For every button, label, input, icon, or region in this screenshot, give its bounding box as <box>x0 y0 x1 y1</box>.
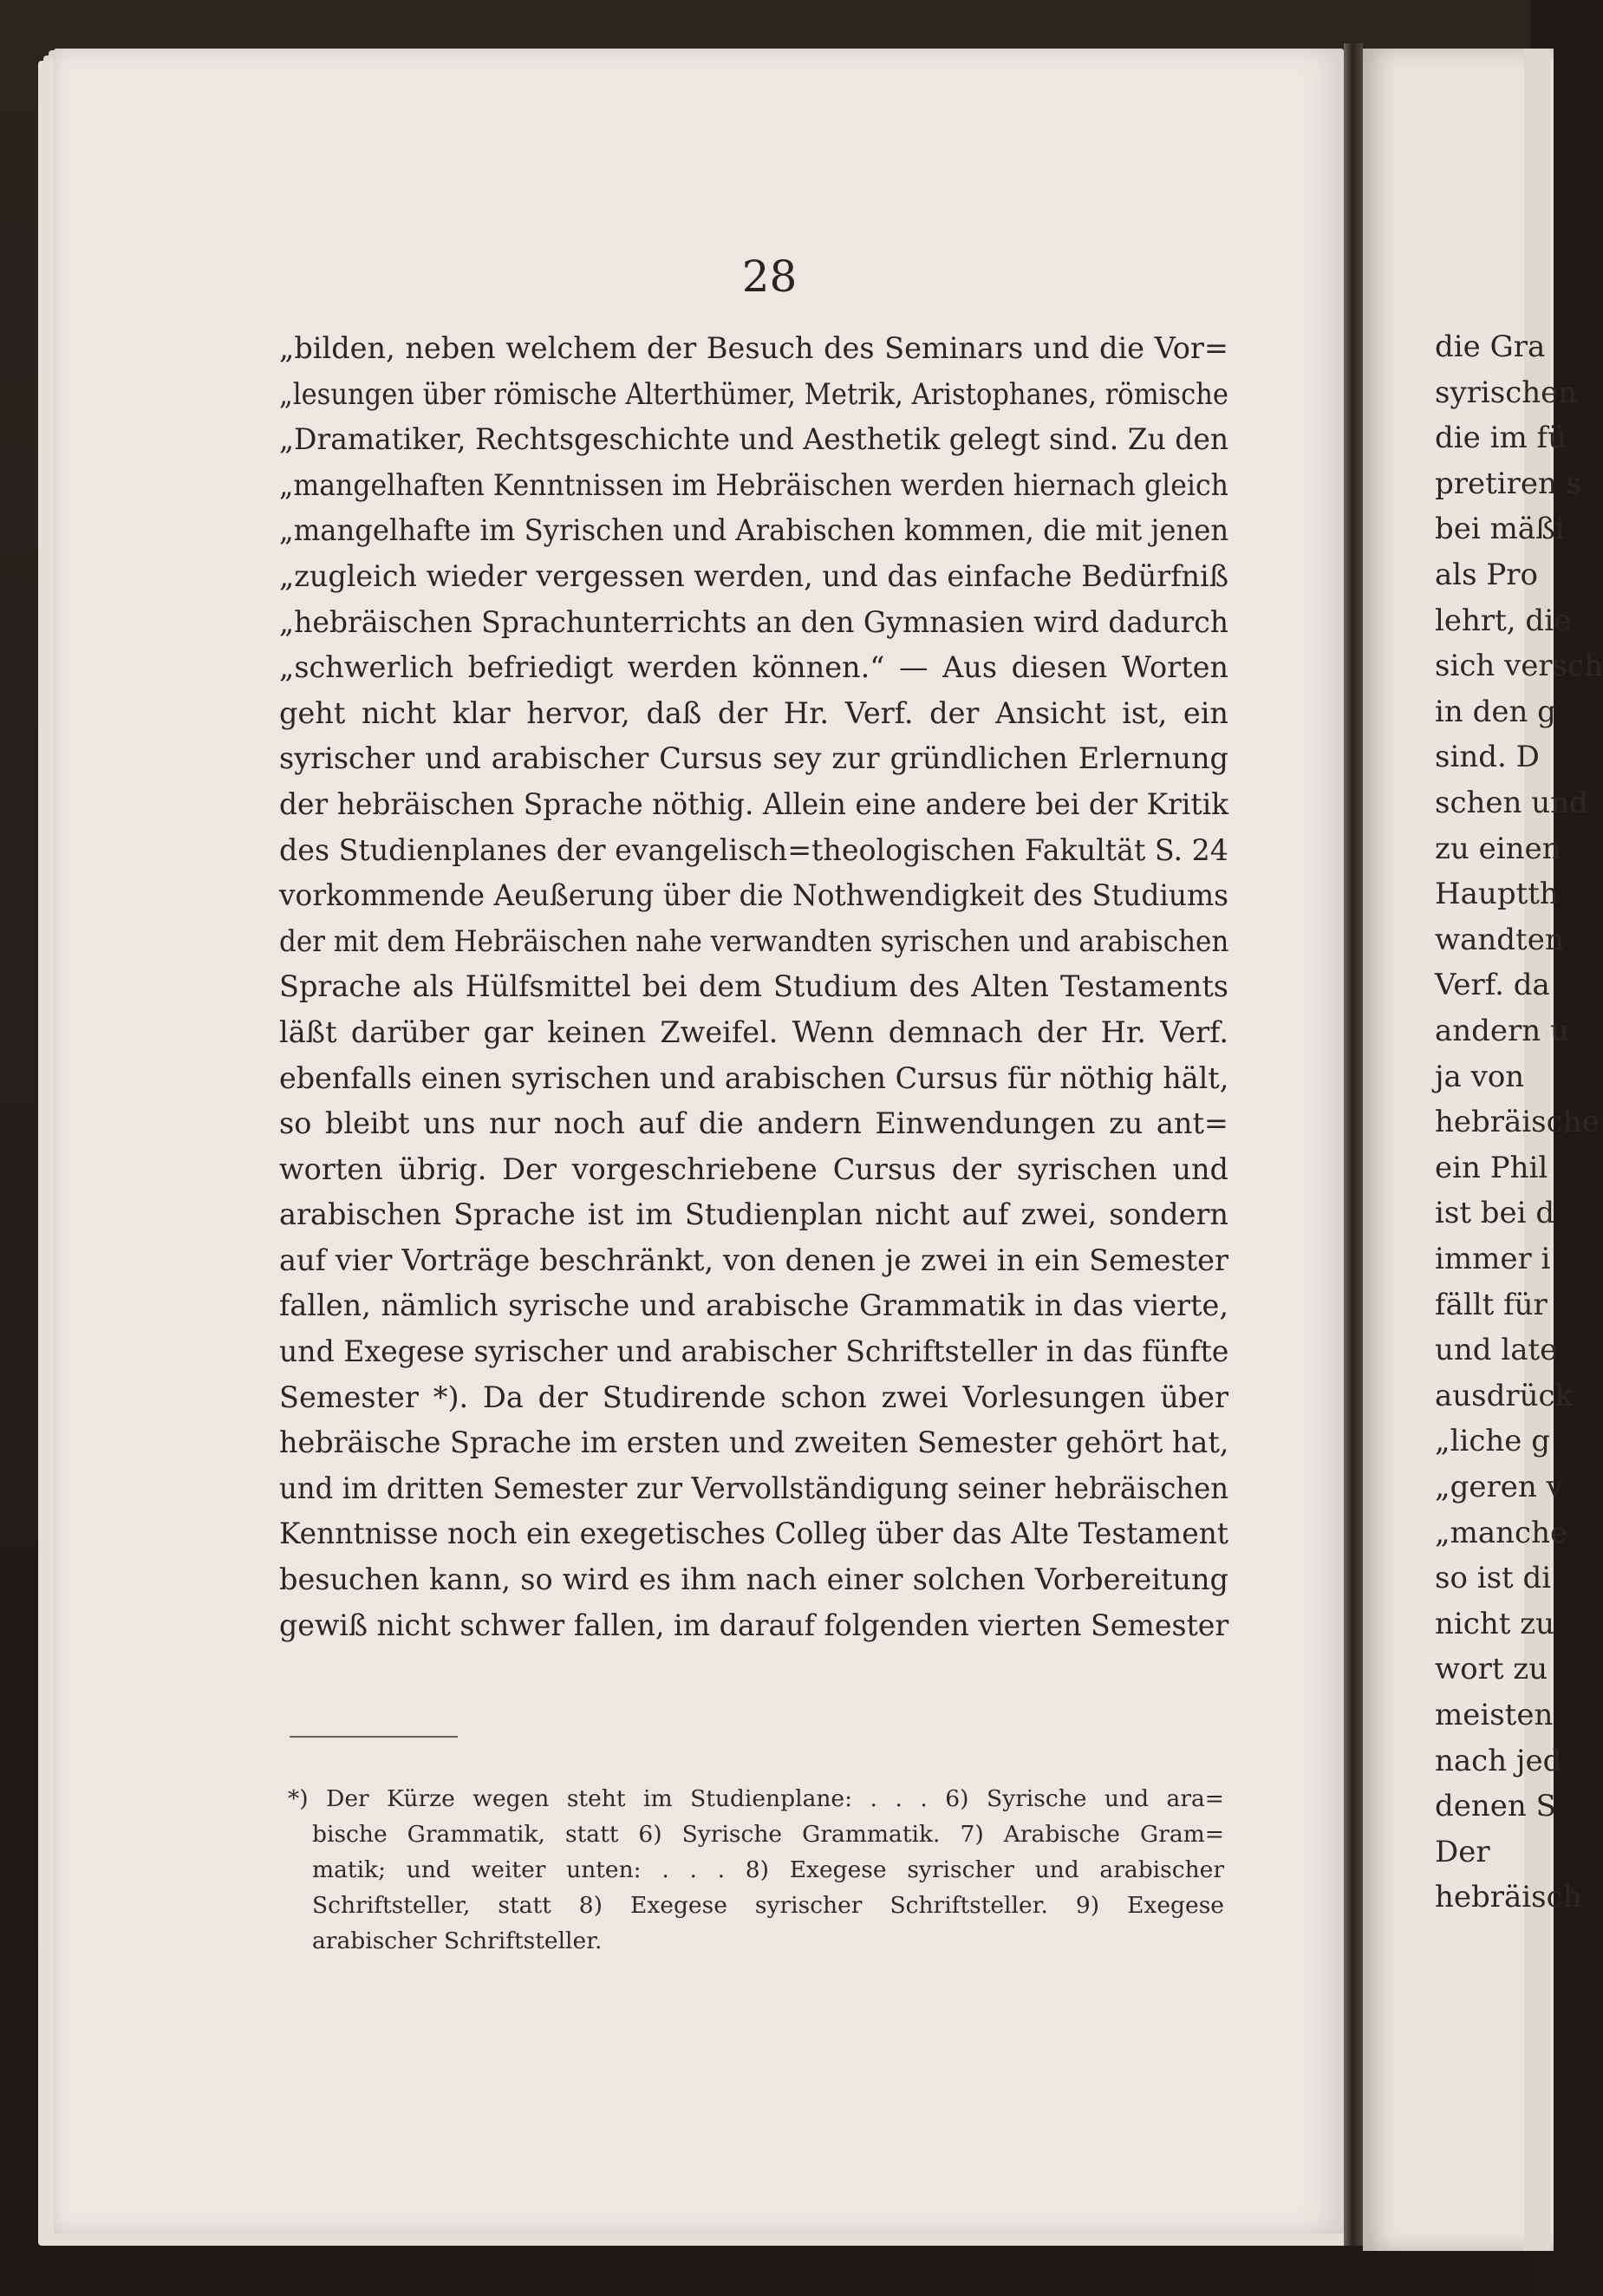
text-line: ebenfalls einen syrischen und arabischen Cursus für nöthig hält, <box>279 1060 1229 1095</box>
right-page-line: die Gra <box>1435 329 1546 364</box>
right-page-line: hebräische <box>1435 1105 1600 1140</box>
right-page-line: wandten <box>1435 922 1564 957</box>
text-line: „hebräischen Sprachunterrichts an den Gymnasien wird dadurch <box>279 604 1229 639</box>
right-page-line: denen S <box>1435 1789 1556 1824</box>
right-page-line: meisten <box>1435 1698 1554 1732</box>
page-number: 28 <box>741 251 798 302</box>
text-line: „schwerlich befriedigt werden können.“ — Aus diesen Worten <box>279 650 1228 685</box>
footnote-line: bische Grammatik, statt 6) Syrische Grammatik. 7) Arabische Gram= <box>312 1821 1224 1848</box>
right-page-line: und late <box>1435 1333 1558 1368</box>
right-page-line: bei mäßi <box>1435 512 1565 547</box>
text-line: so bleibt uns nur noch auf die andern Einwendungen zu ant= <box>279 1106 1228 1141</box>
right-page-line: immer i <box>1435 1242 1551 1276</box>
footnote-divider <box>290 1736 458 1738</box>
footnote-line: *) Der Kürze wegen steht im Studienplane: . . . 6) Syrische und ara= <box>288 1785 1224 1812</box>
right-page-line: sind. D <box>1435 740 1540 775</box>
text-line: auf vier Vorträge beschränkt, von denen je zwei in ein Semester <box>279 1243 1228 1277</box>
right-page-line: nach jed <box>1435 1743 1562 1778</box>
text-line: worten übrig. Der vorgeschriebene Cursus der syrischen und <box>279 1151 1228 1186</box>
right-page-line: „liche g <box>1435 1424 1550 1459</box>
right-page-line: Hauptth <box>1435 877 1559 912</box>
right-page-line: syrischen <box>1435 375 1578 410</box>
right-page-line: ja von <box>1435 1059 1525 1094</box>
right-page-line: in den g <box>1435 694 1556 729</box>
text-line: arabischen Sprache ist im Studienplan nicht auf zwei, sondern <box>279 1197 1228 1232</box>
text-line: besuchen kann, so wird es ihm nach einer solchen Vorbereitung <box>279 1562 1228 1597</box>
body-text <box>279 326 1228 1648</box>
text-line: Semester *). Da der Studirende schon zwei Vorlesungen über <box>279 1380 1228 1414</box>
text-line: gewiß nicht schwer fallen, im darauf folgenden vierten Semester <box>279 1608 1229 1642</box>
book-gutter <box>1344 43 1363 2246</box>
text-line: hebräische Sprache im ersten und zweiten Semester gehört hat, <box>279 1425 1229 1460</box>
right-page-line: ist bei d <box>1435 1196 1555 1231</box>
right-page-line: lehrt, die <box>1435 603 1572 638</box>
footnotes <box>288 1781 1224 1959</box>
text-line: der mit dem Hebräischen nahe verwandten syrischen und arabischen <box>279 923 1229 958</box>
text-line: und im dritten Semester zur Vervollständigung seiner hebräischen <box>279 1471 1228 1505</box>
text-line: syrischer und arabischer Cursus sey zur gründlichen Erlernung <box>279 741 1228 776</box>
text-line: „lesungen über römische Alterthümer, Metrik, Aristophanes, römische <box>279 376 1228 411</box>
right-page-line: schen und <box>1435 786 1588 820</box>
text-line: „bilden, neben welchem der Besuch des Seminars und die Vor= <box>279 331 1228 365</box>
text-line: „zugleich wieder vergessen werden, und das einfache Bedürfniß <box>279 558 1229 593</box>
right-page-line: andern u <box>1435 1014 1569 1048</box>
right-page-line: Verf. da <box>1435 968 1550 1003</box>
right-page-line: so ist di <box>1435 1561 1552 1596</box>
right-page-line: ein Phil <box>1435 1150 1548 1185</box>
right-page-line: wort zu <box>1435 1652 1548 1687</box>
text-line: fallen, nämlich syrische und arabische Grammatik in das vierte, <box>279 1288 1228 1323</box>
footnote-line: Schriftsteller, statt 8) Exegese syrischer Schriftsteller. 9) Exegese <box>312 1892 1224 1919</box>
right-page-line: die im fü <box>1435 421 1567 456</box>
text-line: der hebräischen Sprache nöthig. Allein eine andere bei der Kritik <box>279 786 1229 821</box>
text-line: und Exegese syrischer und arabischer Schriftsteller in das fünfte <box>279 1334 1229 1369</box>
text-line: geht nicht klar hervor, daß der Hr. Verf. der Ansicht ist, ein <box>279 695 1228 730</box>
text-line: „Dramatiker, Rechtsgeschichte und Aesthetik gelegt sind. Zu den <box>279 422 1229 457</box>
right-page-text <box>1435 329 1603 2064</box>
right-page-line: pretiren s <box>1435 466 1582 501</box>
text-line: „mangelhafte im Syrischen und Arabischen kommen, die mit jenen <box>279 513 1229 548</box>
right-page-line: ausdrück <box>1435 1378 1574 1413</box>
footnote-line: matik; und weiter unten: . . . 8) Exegese syrischer und arabischer <box>312 1856 1224 1883</box>
text-line: Kenntnisse noch ein exegetisches Colleg über das Alte Testament <box>279 1517 1229 1551</box>
footnote-line: arabischer Schriftsteller. <box>312 1927 603 1954</box>
right-page-line: zu einen <box>1435 831 1561 866</box>
right-page-line: nicht zu <box>1435 1606 1554 1641</box>
right-page-line: hebräisch <box>1435 1880 1582 1915</box>
right-page-line: Der <box>1435 1834 1490 1869</box>
text-line: Sprache als Hülfsmittel bei dem Studium des Alten Testaments <box>279 969 1228 1004</box>
text-line: läßt darüber gar keinen Zweifel. Wenn demnach der Hr. Verf. <box>279 1014 1228 1049</box>
right-page-line: „manche <box>1435 1515 1568 1550</box>
right-page-line: als Pro <box>1435 558 1538 592</box>
text-line: vorkommende Aeußerung über die Nothwendigkeit des Studiums <box>279 878 1228 913</box>
right-page-line: „geren v <box>1435 1470 1563 1504</box>
right-page-line: fällt für <box>1435 1287 1548 1322</box>
right-page-line: sich versch <box>1435 649 1603 684</box>
text-line: „mangelhaften Kenntnissen im Hebräischen werden hiernach gleich <box>279 467 1228 502</box>
text-line: des Studienplanes der evangelisch=theologischen Fakultät S. 24 <box>279 832 1228 867</box>
